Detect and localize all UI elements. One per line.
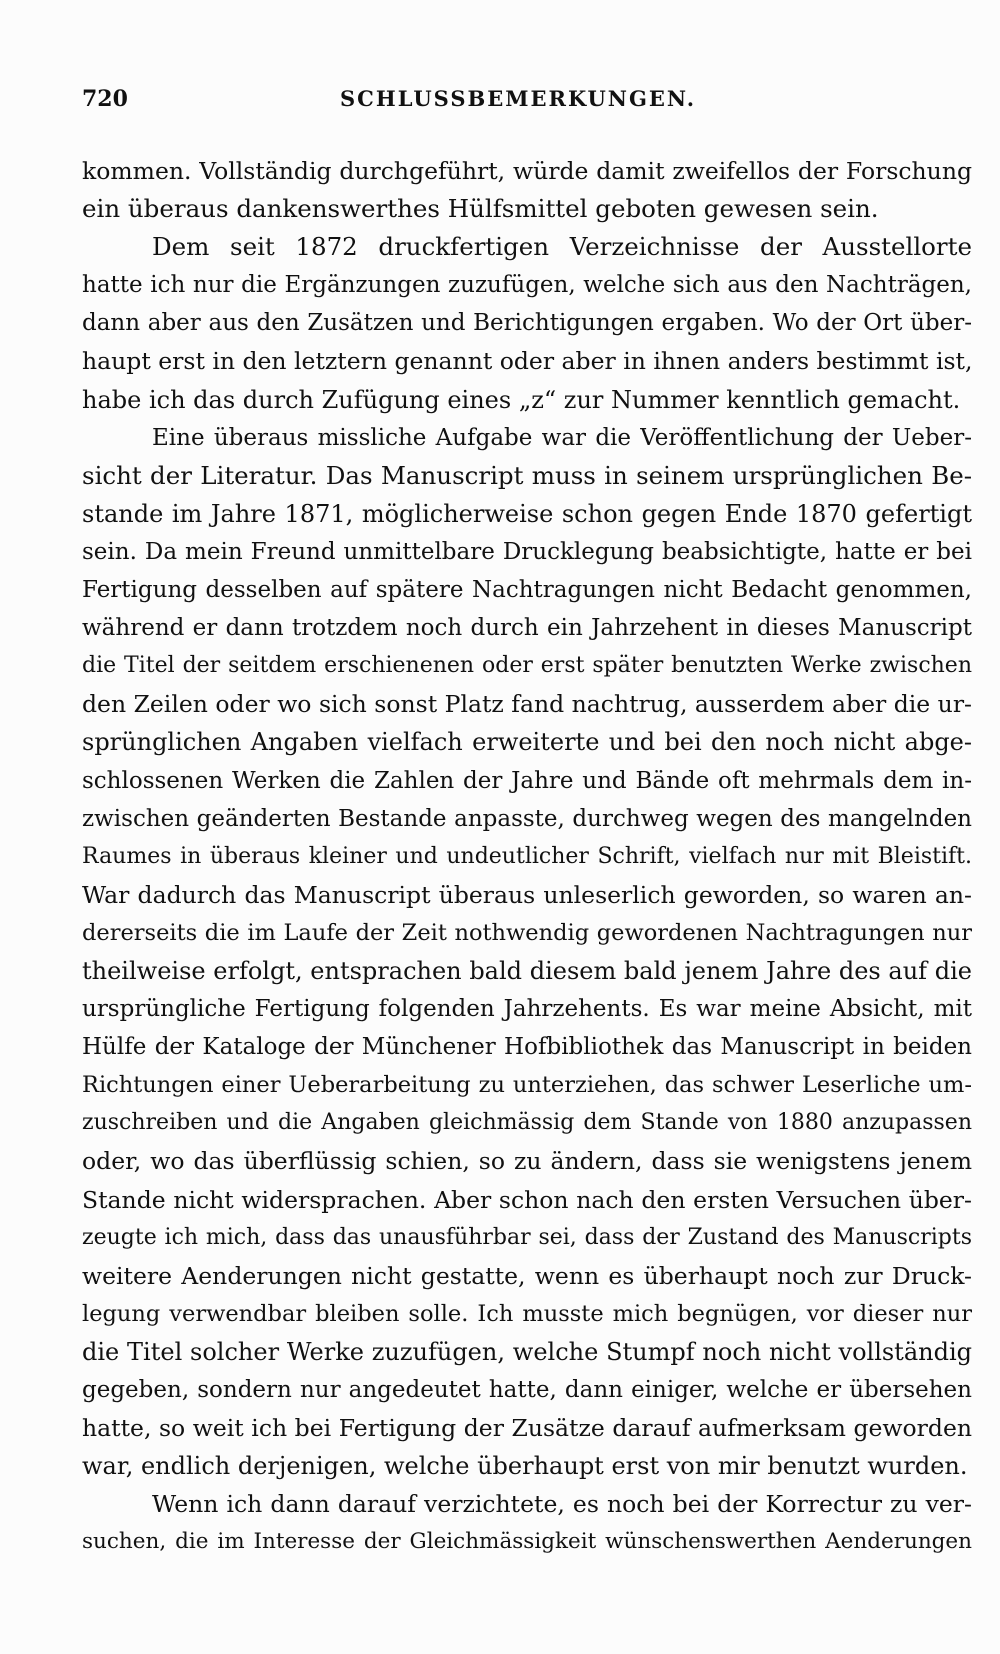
- page-number: 720: [82, 86, 128, 112]
- text-line: Eine überaus missliche Aufgabe war die Veröffentlichung der Ueber-: [152, 424, 972, 451]
- text-line: kommen. Vollständig durchgeführt, würde damit zweifellos der Forschung: [82, 157, 972, 185]
- text-line: zwischen geänderten Bestande anpasste, durchweg wegen des mangelnden: [82, 805, 972, 832]
- text-line: theilweise erfolgt, entsprachen bald diesem bald jenem Jahre des auf die: [82, 956, 972, 985]
- text-line: weitere Aenderungen nicht gestatte, wenn es überhaupt noch zur Druck-: [82, 1261, 972, 1290]
- text-line: war, endlich derjenigen, welche überhaupt erst von mir benutzt wurden.: [82, 1452, 968, 1481]
- text-line: Wenn ich dann darauf verzichtete, es noch bei der Korrectur zu ver-: [152, 1490, 972, 1519]
- text-line: die Titel der seitdem erschienenen oder erst später benutzten Werke zwischen: [82, 653, 972, 679]
- text-line: zeugte ich mich, dass das unausführbar sei, dass der Zustand des Manuscripts: [82, 1224, 972, 1250]
- text-line: oder, wo das überflüssig schien, so zu ändern, dass sie wenigstens jenem: [82, 1147, 972, 1176]
- text-line: ursprüngliche Fertigung folgenden Jahrzehents. Es war meine Absicht, mit: [82, 996, 972, 1023]
- text-line: hatte ich nur die Ergänzungen zuzufügen, welche sich aus den Nachträgen,: [82, 272, 972, 299]
- text-line: Fertigung desselben auf spätere Nachtragungen nicht Bedacht genommen,: [82, 577, 972, 604]
- text-line: dererseits die im Laufe der Zeit nothwendig gewordenen Nachtragungen nur: [82, 919, 972, 946]
- body-text: [82, 152, 972, 1561]
- text-line: zuschreiben und die Angaben gleichmässig dem Stande von 1880 anzupassen: [82, 1110, 972, 1136]
- text-line: War dadurch das Manuscript überaus unleserlich geworden, so waren an-: [82, 880, 972, 909]
- text-line: sein. Da mein Freund unmittelbare Drucklegung beabsichtigte, hatte er bei: [82, 538, 972, 565]
- text-line: legung verwendbar bleiben solle. Ich musste mich begnügen, vor dieser nur: [82, 1300, 972, 1327]
- text-line: stande im Jahre 1871, möglicherweise schon gegen Ende 1870 gefertigt: [82, 499, 972, 528]
- running-head: SCHLUSSBEMERKUNGEN.: [340, 86, 697, 111]
- text-line: die Titel solcher Werke zuzufügen, welche Stumpf noch nicht vollständig: [82, 1337, 972, 1366]
- text-line: gegeben, sondern nur angedeutet hatte, dann einiger, welche er übersehen: [82, 1377, 972, 1403]
- text-line: habe ich das durch Zufügung eines „z“ zur Nummer kenntlich gemacht.: [82, 385, 961, 414]
- text-line: Raumes in überaus kleiner und undeutlicher Schrift, vielfach nur mit Bleistift.: [82, 843, 972, 869]
- text-line: ein überaus dankenswerthes Hülfsmittel geboten gewesen sein.: [82, 194, 879, 224]
- text-line: sprünglichen Angaben vielfach erweiterte und bei den noch nicht abge-: [82, 728, 972, 757]
- text-line: hatte, so weit ich bei Fertigung der Zusätze darauf aufmerksam geworden: [82, 1414, 972, 1443]
- text-line: den Zeilen oder wo sich sonst Platz fand nachtrug, ausserdem aber die ur-: [82, 690, 972, 719]
- text-line: Dem seit 1872 druckfertigen Verzeichnisse der Ausstellorte: [152, 232, 972, 262]
- text-line: Hülfe der Kataloge der Münchener Hofbibliothek das Manuscript in beiden: [82, 1034, 972, 1061]
- text-line: Stande nicht widersprachen. Aber schon nach den ersten Versuchen über-: [82, 1185, 972, 1214]
- text-line: sicht der Literatur. Das Manuscript muss in seinem ursprünglichen Be-: [82, 460, 972, 490]
- text-line: suchen, die im Interesse der Gleichmässigkeit wünschenswerthen Aenderungen: [82, 1529, 972, 1555]
- text-line: Richtungen einer Ueberarbeitung zu unterziehen, das schwer Leserliche um-: [82, 1072, 972, 1099]
- text-line: während er dann trotzdem noch durch ein Jahrzehent in dieses Manuscript: [82, 615, 972, 642]
- page-header: [82, 86, 982, 116]
- text-line: dann aber aus den Zusätzen und Berichtigungen ergaben. Wo der Ort über-: [82, 310, 972, 337]
- text-line: haupt erst in den letztern genannt oder aber in ihnen anders bestimmt ist,: [82, 347, 973, 376]
- text-line: schlossenen Werken die Zahlen der Jahre und Bände oft mehrmals dem in-: [82, 767, 972, 794]
